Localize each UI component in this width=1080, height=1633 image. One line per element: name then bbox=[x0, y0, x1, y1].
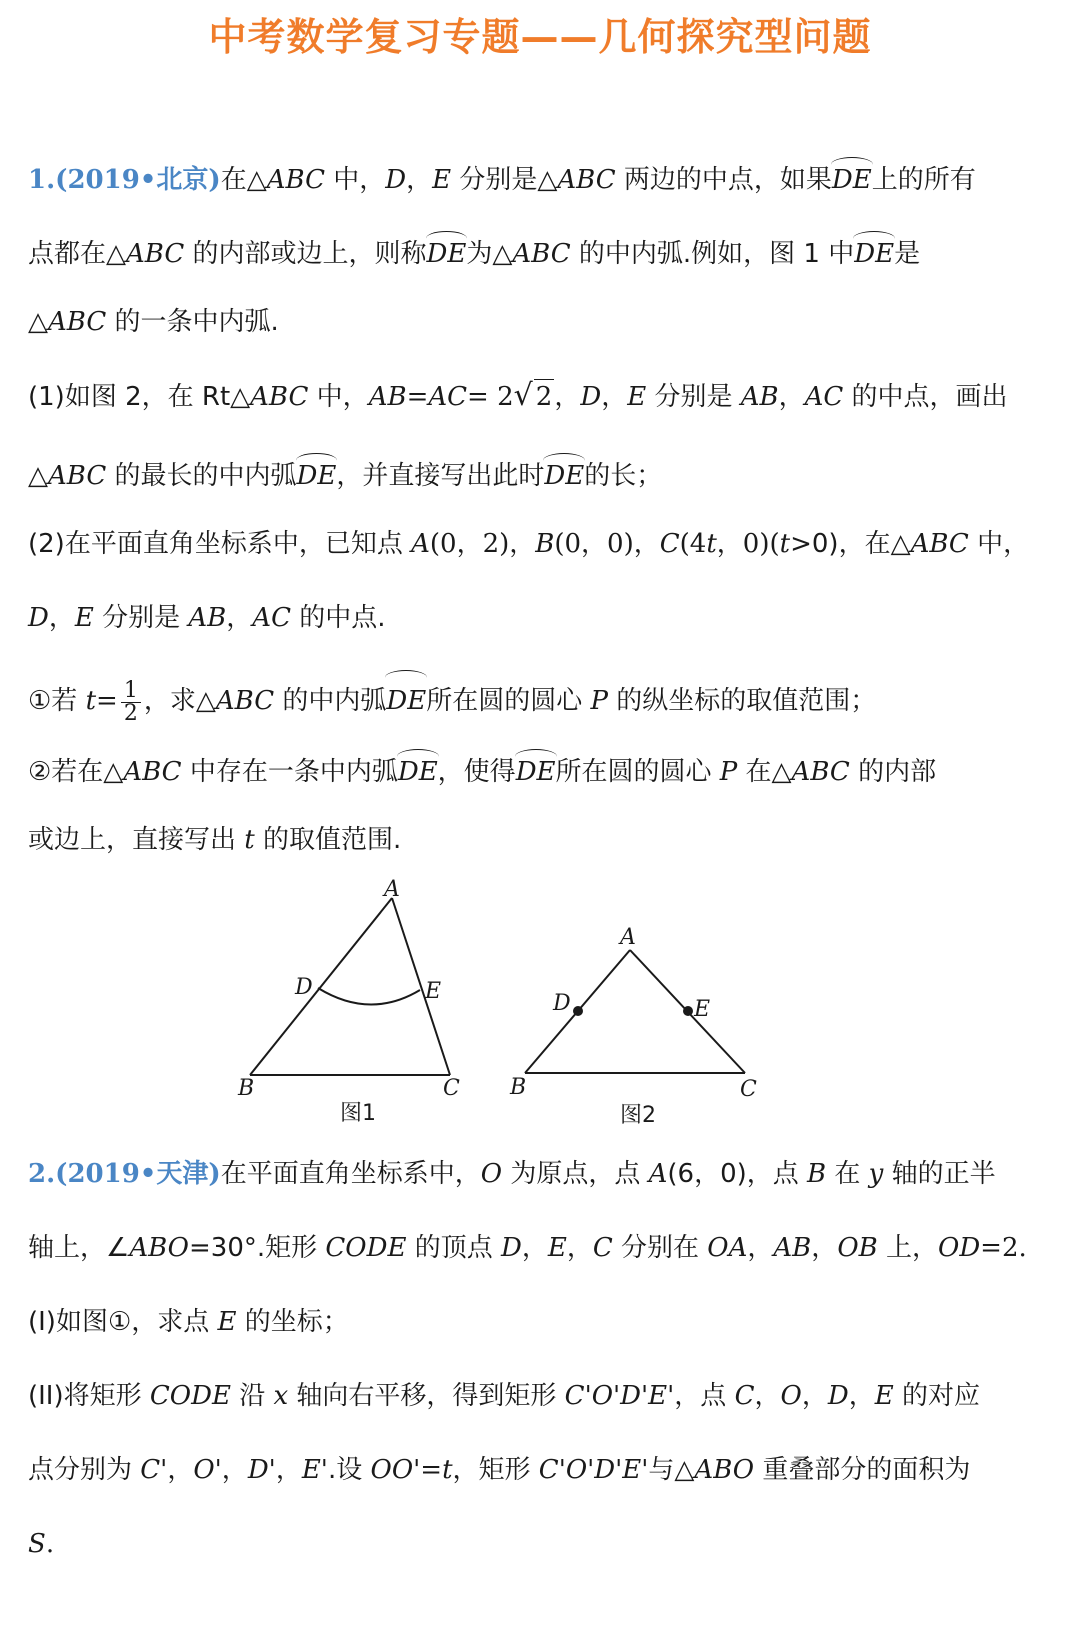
text: D bbox=[580, 382, 602, 412]
text: 为原点，点 bbox=[502, 1159, 649, 1189]
q2-line-1 bbox=[28, 1157, 996, 1191]
text: D bbox=[28, 603, 49, 633]
text: 的对应 bbox=[893, 1381, 980, 1411]
q1-sub2-line-2 bbox=[28, 823, 401, 857]
text: C bbox=[659, 529, 680, 559]
text: (1)如图 2，在 Rt△ bbox=[28, 382, 251, 412]
text: B bbox=[535, 529, 555, 559]
text: 点都在△ bbox=[28, 239, 126, 269]
text: t bbox=[442, 1455, 453, 1485]
label-d: D bbox=[295, 975, 313, 1000]
arc-de: DE bbox=[854, 231, 894, 271]
text: P bbox=[719, 757, 738, 787]
fraction-denominator: 2 bbox=[123, 700, 138, 726]
text: 中存在一条中内弧 bbox=[181, 757, 398, 787]
text: (0，0)， bbox=[554, 529, 660, 559]
q1-part1-line-1 bbox=[28, 379, 1008, 414]
arc-de: DE bbox=[386, 670, 426, 726]
text: ， bbox=[167, 1455, 194, 1485]
text: ， bbox=[48, 603, 75, 633]
text: 中， bbox=[308, 382, 369, 412]
text: = bbox=[96, 686, 118, 716]
figure-2-caption: 图2 bbox=[620, 1103, 656, 1128]
text: B bbox=[807, 1159, 827, 1189]
text: t bbox=[244, 825, 255, 855]
text: 分别是△ bbox=[451, 165, 558, 195]
text: D bbox=[500, 1233, 522, 1263]
text: (I)如图①，求点 bbox=[28, 1307, 218, 1337]
text: ABC bbox=[250, 382, 309, 412]
text: ABC bbox=[266, 165, 325, 195]
text: ， bbox=[275, 1455, 302, 1485]
text: 分别在 bbox=[612, 1233, 708, 1263]
text: ， bbox=[221, 1455, 248, 1485]
text: ， bbox=[566, 1233, 593, 1263]
label-c: C bbox=[443, 1076, 460, 1101]
q2-source: 2.(2019•天津) bbox=[28, 1159, 221, 1189]
text: 中， bbox=[968, 529, 1030, 559]
text: 的顶点 bbox=[406, 1233, 501, 1263]
text: y bbox=[868, 1159, 884, 1189]
text: C'O'D'E' bbox=[564, 1381, 675, 1411]
text: (0，2)， bbox=[429, 529, 536, 559]
text: CODE bbox=[325, 1233, 407, 1263]
text: P bbox=[590, 686, 608, 716]
arc-de-curve bbox=[318, 988, 420, 1005]
text: 所在圆的圆心 bbox=[555, 757, 720, 787]
text: 两边的中点，如果 bbox=[615, 165, 832, 195]
text: ABC bbox=[48, 461, 107, 491]
text: ，使得 bbox=[437, 757, 516, 787]
arc-de: DE bbox=[832, 157, 872, 197]
text: ， bbox=[521, 1233, 548, 1263]
q1-sub1 bbox=[28, 670, 876, 726]
q2-part1 bbox=[28, 1305, 349, 1339]
text: 上的所有 bbox=[871, 165, 976, 195]
text: O' bbox=[193, 1455, 222, 1485]
text: O bbox=[780, 1381, 802, 1411]
text: 的中点，画出 bbox=[843, 382, 1008, 412]
text: AB bbox=[188, 603, 227, 633]
text: OB bbox=[837, 1233, 878, 1263]
text: C' bbox=[140, 1455, 168, 1485]
text: 轴向右平移，得到矩形 bbox=[288, 1381, 565, 1411]
text: 重叠部分的面积为 bbox=[754, 1455, 971, 1485]
text: = bbox=[406, 382, 429, 412]
arc-de: DE bbox=[516, 749, 556, 789]
q1-sub2-line-1 bbox=[28, 749, 936, 789]
text: OA bbox=[707, 1233, 748, 1263]
text: ， bbox=[778, 382, 805, 412]
sqrt-value: 2 bbox=[534, 379, 555, 414]
text: D' bbox=[247, 1455, 276, 1485]
text: ， bbox=[226, 603, 253, 633]
text: OD bbox=[938, 1233, 981, 1263]
text: 的长； bbox=[584, 461, 663, 491]
text: OO' bbox=[370, 1455, 421, 1485]
text: ABO bbox=[129, 1233, 189, 1263]
text: ②若在△ bbox=[28, 757, 124, 787]
text: 或边上，直接写出 bbox=[28, 825, 245, 855]
text: S bbox=[28, 1529, 46, 1559]
text: 轴的正半 bbox=[883, 1159, 996, 1189]
text: 点分别为 bbox=[28, 1455, 141, 1485]
q1-line-3 bbox=[28, 305, 279, 339]
arc-de: DE bbox=[297, 453, 337, 493]
text: 中， bbox=[325, 165, 386, 195]
text: =2. bbox=[980, 1233, 1027, 1263]
label-d: D bbox=[553, 991, 571, 1016]
q1-line-1 bbox=[28, 157, 976, 197]
text: 的纵坐标的取值范围； bbox=[607, 686, 877, 716]
figure-2-labels bbox=[509, 925, 757, 1102]
text: ， bbox=[754, 1381, 781, 1411]
text: (6，0)，点 bbox=[667, 1159, 808, 1189]
text: ， bbox=[747, 1233, 774, 1263]
text: =30°.矩形 bbox=[189, 1233, 326, 1263]
text: E bbox=[547, 1233, 567, 1263]
q2-part2-line-3 bbox=[28, 1527, 54, 1561]
text: ，并直接写出此时 bbox=[336, 461, 545, 491]
figure-1 bbox=[250, 898, 450, 1075]
text: 所在圆的圆心 bbox=[426, 686, 591, 716]
label-b: B bbox=[510, 1075, 527, 1100]
text: ABC bbox=[126, 239, 185, 269]
fraction bbox=[121, 677, 141, 726]
text: (4 bbox=[679, 529, 707, 559]
text: D bbox=[385, 165, 407, 195]
text: ①若 bbox=[28, 686, 86, 716]
text: E bbox=[627, 382, 647, 412]
text: 上， bbox=[877, 1233, 938, 1263]
text: ABC bbox=[215, 686, 275, 716]
text: 的内部或边上，则称 bbox=[184, 239, 427, 269]
point-d bbox=[573, 1006, 583, 1016]
text: E bbox=[432, 165, 452, 195]
label-c: C bbox=[740, 1077, 757, 1102]
text: C bbox=[734, 1381, 755, 1411]
text: ABC bbox=[123, 757, 182, 787]
figure-1-labels bbox=[237, 877, 460, 1101]
text: AC bbox=[428, 382, 468, 412]
text: 的内部 bbox=[849, 757, 937, 787]
q1-line-2 bbox=[28, 231, 920, 271]
text: 的中内弧 bbox=[274, 686, 387, 716]
text: E bbox=[217, 1307, 237, 1337]
text: ，0)( bbox=[716, 529, 780, 559]
text: 的取值范围. bbox=[254, 825, 402, 855]
text: ，求△ bbox=[143, 686, 216, 716]
text: ， bbox=[554, 382, 581, 412]
text: (2)在平面直角坐标系中，已知点 bbox=[28, 529, 412, 559]
text: AB bbox=[740, 382, 779, 412]
arc-de: DE bbox=[544, 453, 584, 493]
text: 的中点. bbox=[290, 603, 386, 633]
arc-de: DE bbox=[427, 231, 467, 271]
text: ABC bbox=[791, 757, 850, 787]
page-title: 中考数学复习专题——几何探究型问题 bbox=[208, 15, 872, 59]
text: 在 bbox=[826, 1159, 869, 1189]
text: ， bbox=[801, 1381, 828, 1411]
text: t bbox=[706, 529, 717, 559]
q2-part2-line-1 bbox=[28, 1379, 980, 1413]
text: 在△ bbox=[737, 757, 792, 787]
text: ， bbox=[406, 165, 433, 195]
text: O bbox=[480, 1159, 503, 1189]
text: △ bbox=[28, 461, 48, 491]
text: 与△ bbox=[648, 1455, 695, 1485]
text: 分别是 bbox=[93, 603, 189, 633]
q1-part2-line-1 bbox=[28, 527, 1029, 561]
figure-1-caption: 图1 bbox=[340, 1101, 376, 1126]
text: C bbox=[592, 1233, 613, 1263]
label-e: E bbox=[694, 997, 711, 1022]
text: (II)将矩形 bbox=[28, 1381, 150, 1411]
text: = 2 bbox=[467, 382, 514, 412]
text: ，矩形 bbox=[452, 1455, 539, 1485]
text: ABC bbox=[512, 239, 571, 269]
label-b: B bbox=[238, 1076, 255, 1101]
text: E' bbox=[301, 1455, 328, 1485]
text: 分别是 bbox=[646, 382, 741, 412]
text: CODE bbox=[149, 1381, 231, 1411]
text: E bbox=[874, 1381, 894, 1411]
text: ，点 bbox=[674, 1381, 735, 1411]
label-e: E bbox=[425, 979, 442, 1004]
text: ， bbox=[811, 1233, 838, 1263]
text: ABO bbox=[694, 1455, 755, 1485]
q2-part2-line-2 bbox=[28, 1453, 970, 1487]
text: x bbox=[273, 1381, 289, 1411]
text: AB bbox=[368, 382, 407, 412]
text: E bbox=[74, 603, 94, 633]
label-a: A bbox=[620, 925, 636, 950]
side-ab bbox=[250, 898, 392, 1075]
label-a: A bbox=[384, 877, 400, 902]
text: . bbox=[45, 1529, 55, 1559]
text: ABC bbox=[557, 165, 616, 195]
text: △ bbox=[28, 307, 48, 337]
q2-line-2 bbox=[28, 1231, 1027, 1265]
text: AC bbox=[252, 603, 291, 633]
text: >0)，在△ bbox=[790, 529, 911, 559]
text: ABC bbox=[910, 529, 969, 559]
sqrt-icon: √ bbox=[513, 378, 533, 413]
text: ABC bbox=[48, 307, 107, 337]
fraction-numerator: 1 bbox=[121, 680, 141, 703]
text: 的最长的中内弧 bbox=[106, 461, 297, 491]
figures bbox=[0, 870, 1080, 1140]
text: 的坐标； bbox=[236, 1307, 349, 1337]
q1-source: 1.(2019•北京) bbox=[28, 165, 221, 195]
text: t bbox=[85, 686, 97, 716]
text: t bbox=[779, 529, 791, 559]
text: 是 bbox=[894, 239, 921, 269]
text: = bbox=[420, 1455, 443, 1485]
text: D bbox=[827, 1381, 849, 1411]
text: 轴上，∠ bbox=[28, 1233, 130, 1263]
text: 为△ bbox=[466, 239, 513, 269]
q1-part1-line-2 bbox=[28, 453, 662, 493]
text: ， bbox=[848, 1381, 875, 1411]
text: AC bbox=[804, 382, 844, 412]
arc-de: DE bbox=[398, 749, 438, 789]
text: A bbox=[411, 529, 430, 559]
text: .设 bbox=[327, 1455, 371, 1485]
text: 的一条中内弧. bbox=[106, 307, 279, 337]
point-e bbox=[683, 1006, 693, 1016]
text: AB bbox=[773, 1233, 812, 1263]
text: ， bbox=[601, 382, 628, 412]
text: A bbox=[648, 1159, 668, 1189]
text: 沿 bbox=[230, 1381, 274, 1411]
text: 在平面直角坐标系中， bbox=[220, 1159, 481, 1189]
text: 的中内弧.例如，图 1 中 bbox=[570, 239, 855, 269]
q1-part2-line-2 bbox=[28, 601, 386, 635]
text: C'O'D'E' bbox=[538, 1455, 649, 1485]
text: 在△ bbox=[220, 165, 267, 195]
side-ac bbox=[392, 898, 450, 1075]
